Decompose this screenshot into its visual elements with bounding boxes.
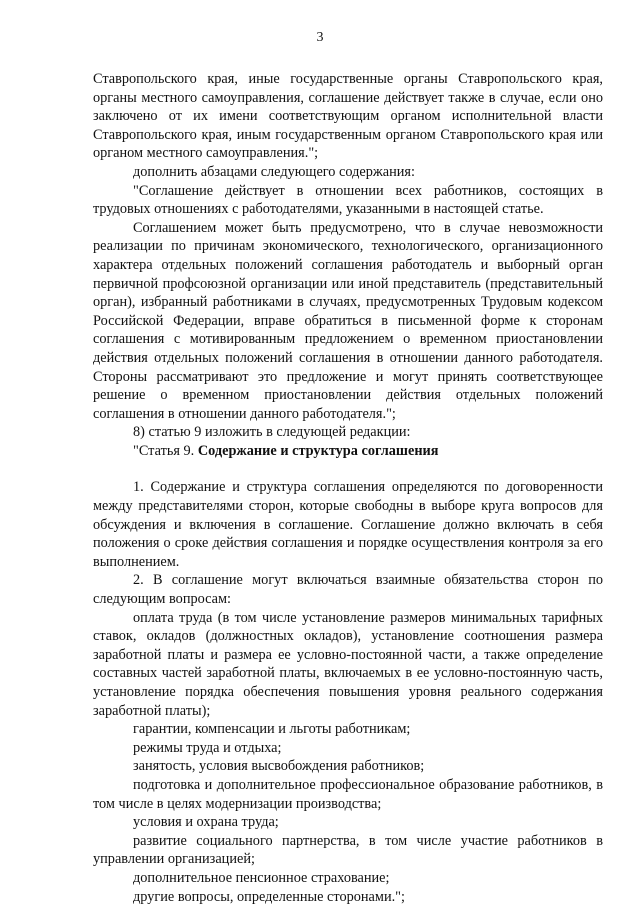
page-number: 3 (316, 30, 324, 45)
article-prefix: "Статья 9. (133, 442, 195, 459)
paragraph: Ставропольского края, иные государственные органы Ставропольского края, органы местного самоуправления, соглашение действует также в случае, если оно заключено от их имени соответствующим органом исполнительной власти Ставропольского края, иным государственным органом Ставропольского края или органом местного самоуправления."; (93, 71, 603, 162)
paragraph: 8) статью 9 изложить в следующей редакции: (133, 424, 411, 441)
article-title: Содержание и структура соглашения (197, 442, 439, 459)
list-item: оплата труда (в том числе установление размеров минимальных тарифных ставок, окладов (должностных окладов), установление соотношения размера заработной платы и размера ее условно-постоянной части, а также определение составных частей заработной платы, включаемых в ее условно-постоянную часть, установление порядка обеспечения повышения уровня реального содержания заработной платы); (93, 609, 603, 719)
list-item: режимы труда и отдыха; (133, 739, 282, 756)
paragraph: 2. В соглашение могут включаться взаимные обязательства сторон по следующим вопросам: (93, 572, 603, 608)
list-item: занятость, условия высвобождения работников; (133, 758, 425, 775)
list-item: развитие социального партнерства, в том числе участие работников в управлении организацией; (93, 832, 603, 868)
list-item: дополнительное пенсионное страхование; (133, 869, 390, 886)
article-heading (93, 442, 603, 461)
paragraph: дополнить абзацами следующего содержания: (133, 163, 415, 180)
paragraph: 1. Содержание и структура соглашения определяются по договоренности между представителями сторон, которые свободны в выборе круга вопросов для обсуждения и включения в соглашение. Соглашение должно включать в себя положения о сроке действия соглашения и порядке осуществления контроля за его выполнением. (93, 479, 603, 570)
paragraph: Соглашением может быть предусмотрено, что в случае невозможности реализации по причинам экономического, технологического, организационного характера отдельных положений соглашения работодатель и выборный орган первичной профсоюзной организации или иной представитель (представительный орган), избранный работниками в случаях, предусмотренных Трудовым кодексом Российской Федерации, вправе обратиться в письменной форме к сторонам соглашения с мотивированным предложением о временном приостановлении действия отдельных положений соглашения в отношении данного работодателя. Стороны рассматривают это предложение и могут принять соответствующее решение о временном приостановлении действия отдельных положений соглашения в отношении данного работодателя."; (93, 219, 603, 422)
list-item: условия и охрана труда; (133, 814, 279, 831)
paragraph: "Соглашение действует в отношении всех работников, состоящих в трудовых отношениях с работодателями, указанными в настоящей статье. (93, 182, 603, 218)
list-item: гарантии, компенсации и льготы работникам; (133, 721, 411, 738)
list-item: подготовка и дополнительное профессиональное образование работников, в том числе в целях модернизации производства; (93, 776, 603, 812)
document-body (93, 70, 603, 906)
list-item: другие вопросы, определенные сторонами."; (133, 888, 405, 905)
